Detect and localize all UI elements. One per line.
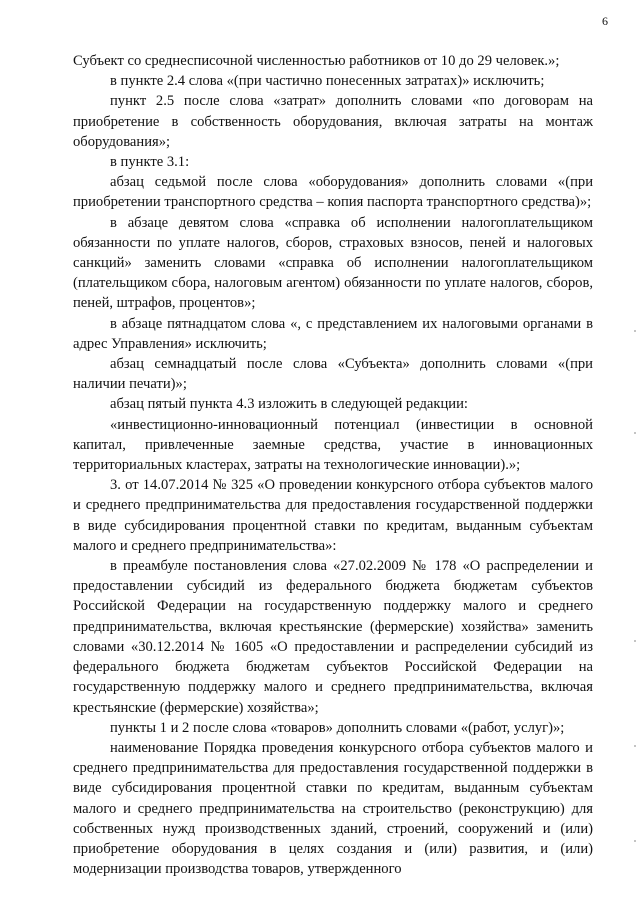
paragraph: абзац седьмой после слова «оборудования» дополнить словами «(при приобретении транспортного средства – копия паспорта транспортного средства)»; xyxy=(73,174,593,211)
paragraph: абзац пятый пункта 4.3 изложить в следующей редакции: xyxy=(110,396,468,413)
paragraph: «инвестиционно-инновационный потенциал (инвестиции в основной капитал, привлеченные заемные средства, участие в инновационных территориальных кластерах, затраты на технологические инновации).»; xyxy=(73,416,593,474)
paragraph: пункт 2.5 после слова «затрат» дополнить словами «по договорам на приобретение в собственность оборудования, включая затраты на монтаж оборудования»; xyxy=(73,93,593,150)
paragraph: в абзаце пятнадцатом слова «, с представлением их налоговыми органами в адрес Управления» исключить; xyxy=(73,315,593,352)
scan-edge-mark xyxy=(634,640,636,642)
scan-edge-mark xyxy=(634,745,636,747)
paragraph: наименование Порядка проведения конкурсного отбора субъектов малого и среднего предпринимательства для предоставления государственной поддержки в виде субсидирования процентной ставки по кредитам, выданным субъектам малого и среднего предпринимательства на строительство (реконструкцию) для собственных нужд производственных зданий, строений, сооружений и (или) приобретение оборудования в целях создания и (или) развития, и (или) модернизации производства товаров, утвержденного xyxy=(73,739,593,878)
paragraph: в преамбуле постановления слова «27.02.2009 № 178 «О распределении и предоставлении субсидий из федерального бюджета бюджетам субъектов Российской Федерации на государственную поддержку малого и среднего предпринимательства, включая крестьянские (фермерские) хозяйства» заменить словами «30.12.2014 № 1605 «О предоставлении и распределении субсидий из федерального бюджета бюджетам субъектов Российской Федерации на государственную поддержку малого и среднего предпринимательства, включая крестьянские (фермерские) хозяйства»; xyxy=(73,558,593,716)
page-number: 6 xyxy=(602,14,608,28)
scan-edge-mark xyxy=(634,330,636,332)
paragraph: 3. от 14.07.2014 № 325 «О проведении конкурсного отбора субъектов малого и среднего предпринимательства для предоставления государственной поддержки в виде субсидирования процентной ставки по кредитам, выданным субъектам малого и среднего предпринимательства»: xyxy=(73,477,593,554)
document-body xyxy=(73,51,593,879)
paragraph: Субъект со среднесписочной численностью работников от 10 до 29 человек.»; xyxy=(73,53,560,69)
paragraph: в пункте 2.4 слова «(при частично понесенных затратах)» исключить; xyxy=(110,73,545,90)
paragraph: абзац семнадцатый после слова «Субъекта» дополнить словами «(при наличии печати)»; xyxy=(73,356,593,393)
paragraph: в абзаце девятом слова «справка об исполнении налогоплательщиком обязанности по уплате налогов, сборов, страховых взносов, пеней и налоговых санкций» заменить словами «справка об исполнении налогоплательщиком (плательщиком сбора, налоговым агентом) обязанности по уплате налогов, сборов, пеней, штрафов, процентов»; xyxy=(73,214,593,312)
scan-edge-mark xyxy=(634,432,636,434)
paragraph: в пункте 3.1: xyxy=(110,154,190,171)
scan-edge-mark xyxy=(634,840,636,842)
paragraph: пункты 1 и 2 после слова «товаров» дополнить словами «(работ, услуг)»; xyxy=(110,719,565,736)
